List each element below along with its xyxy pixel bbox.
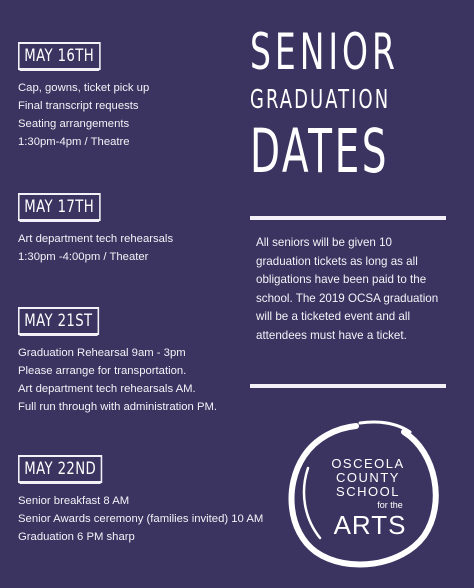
divider-top bbox=[250, 216, 446, 220]
divider-bottom bbox=[250, 384, 446, 388]
logo-text-school: SCHOOL bbox=[336, 484, 400, 499]
ticket-info-paragraph: All seniors will be given 10 graduation tickets as long as all obligations have been paid to the school. The 2019 OCSA graduation will be a ticketed event and all attendees must have a ticket. bbox=[256, 236, 439, 342]
logo-text-osceola: OSCEOLA bbox=[331, 456, 405, 471]
date-section-may-22 bbox=[18, 455, 263, 546]
date-detail: Art department tech rehearsals AM. bbox=[18, 383, 196, 395]
osceola-school-logo bbox=[286, 414, 446, 574]
date-section-may-16 bbox=[18, 42, 149, 151]
date-heading: MAY 21ST bbox=[18, 307, 99, 335]
title-graduation: GRADUATION bbox=[250, 85, 391, 115]
poster-title bbox=[250, 23, 450, 187]
date-detail: Art department tech rehearsals bbox=[18, 233, 174, 245]
date-section-may-17 bbox=[18, 193, 173, 266]
logo-text-county: COUNTY bbox=[336, 470, 400, 485]
date-detail: Senior breakfast 8 AM bbox=[18, 495, 130, 507]
logo-text-for-the: for the bbox=[377, 500, 403, 510]
date-detail: Cap, gowns, ticket pick up bbox=[18, 82, 150, 94]
date-section-may-21 bbox=[18, 307, 217, 416]
date-detail: Final transcript requests bbox=[18, 100, 139, 112]
date-detail: Graduation Rehearsal 9am - 3pm bbox=[18, 347, 186, 359]
date-detail: Seating arrangements bbox=[18, 118, 130, 130]
date-heading: MAY 22ND bbox=[18, 455, 102, 483]
date-detail: Please arrange for transportation. bbox=[18, 365, 187, 377]
date-detail: 1:30pm-4pm / Theatre bbox=[18, 136, 130, 148]
date-detail: Graduation 6 PM sharp bbox=[18, 531, 135, 543]
date-detail: Senior Awards ceremony (families invited) 10 AM bbox=[18, 513, 264, 525]
date-detail: Full run through with administration PM. bbox=[18, 401, 218, 413]
date-detail: 1:30pm -4:00pm / Theater bbox=[18, 251, 149, 263]
logo-text-arts: ARTS bbox=[333, 510, 407, 540]
title-senior: SENIOR bbox=[250, 23, 399, 81]
date-heading: MAY 16TH bbox=[18, 42, 100, 70]
date-heading: MAY 17TH bbox=[18, 193, 100, 221]
title-dates: DATES bbox=[250, 116, 390, 187]
